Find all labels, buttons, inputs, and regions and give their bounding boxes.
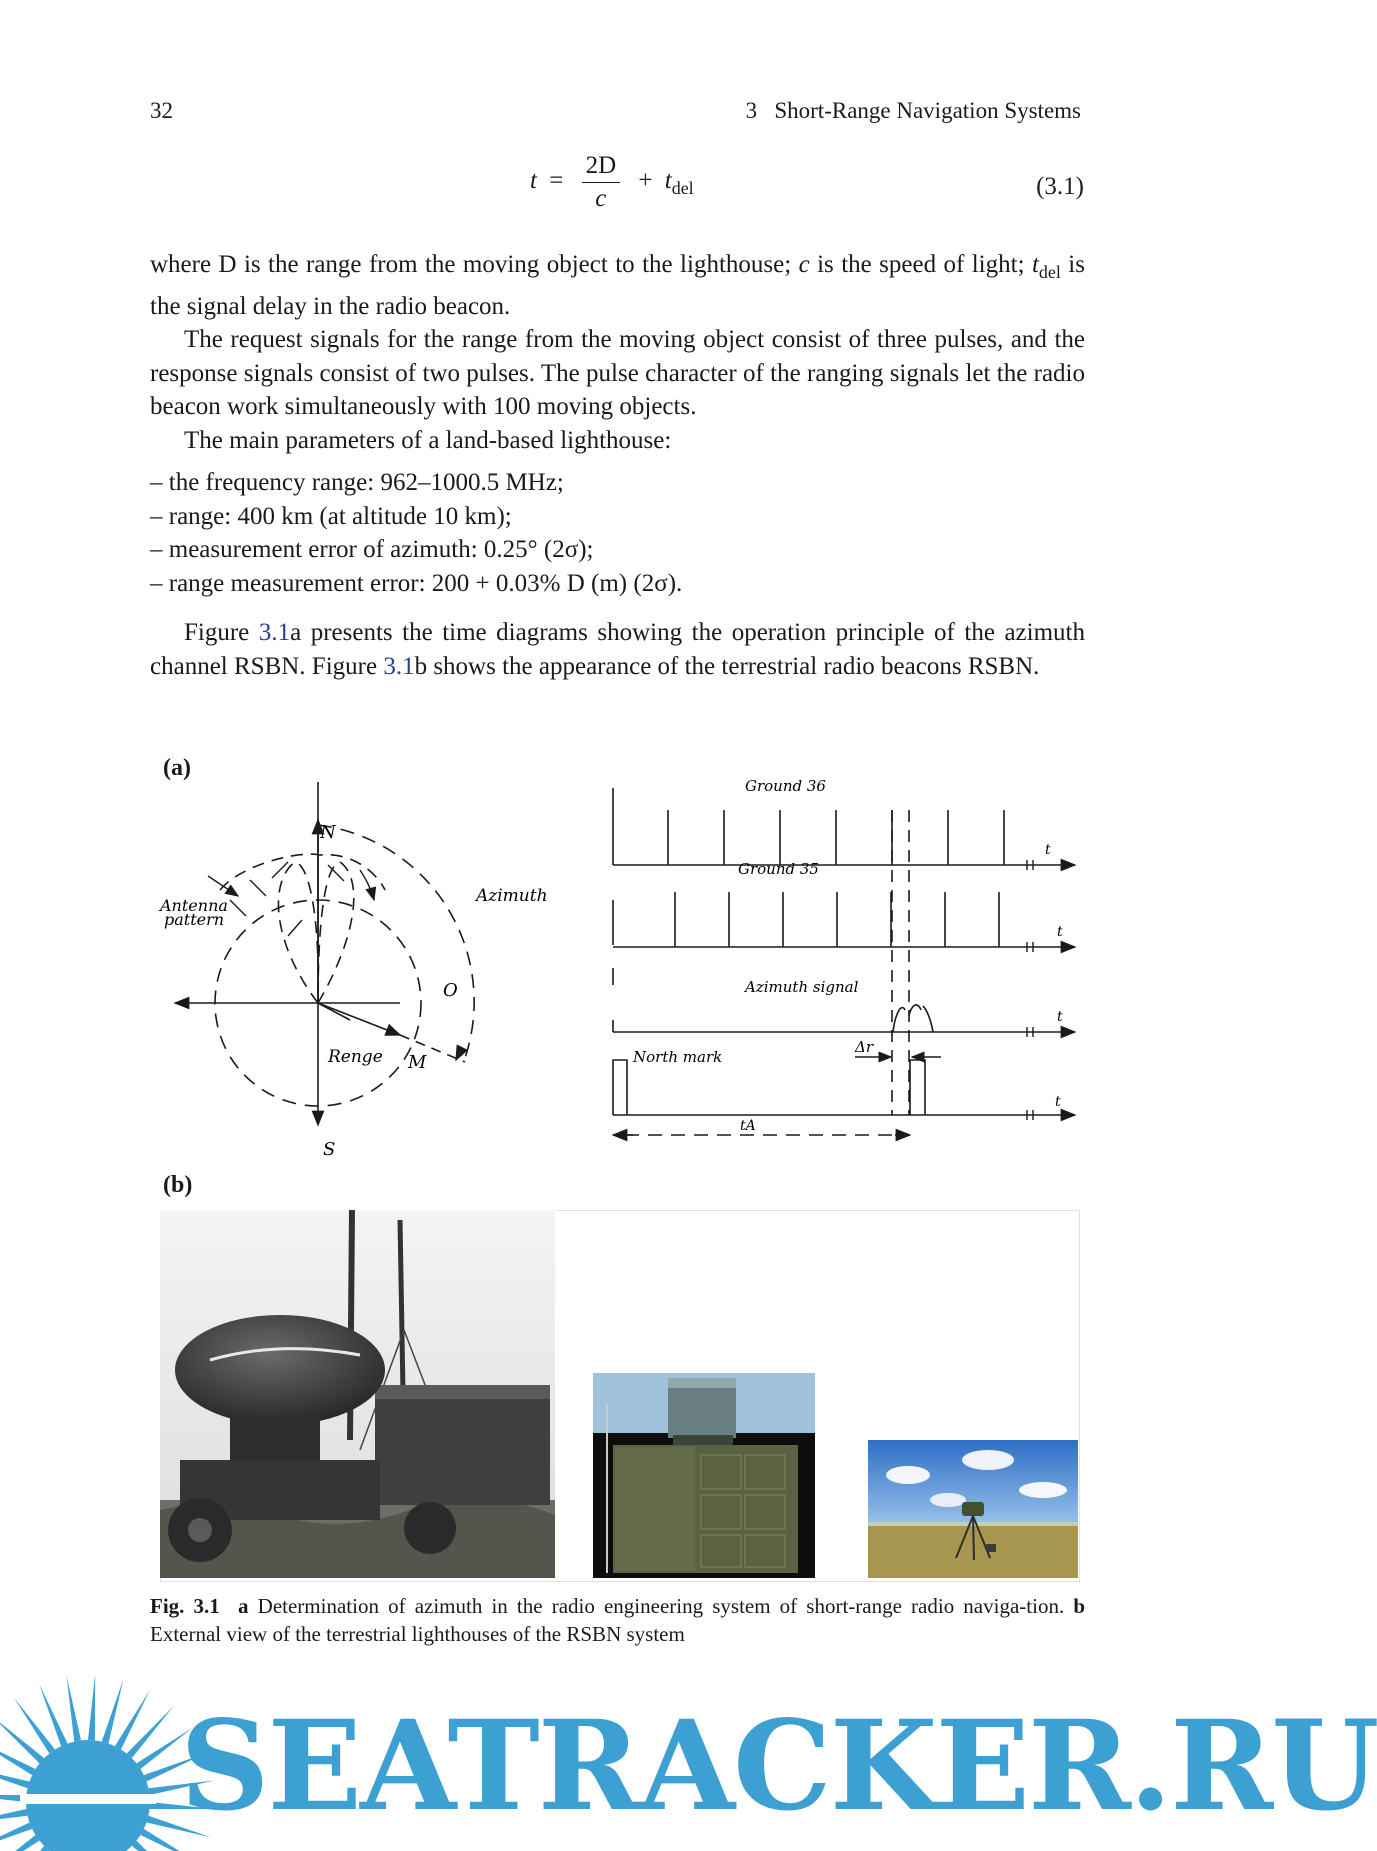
- list-item: – the frequency range: 962–1000.5 MHz;: [150, 469, 564, 496]
- antenna-lobe: [220, 854, 385, 890]
- range-vector: [318, 1003, 400, 1035]
- equation-3-1: [530, 152, 694, 213]
- text-figure-b: a presents the time diagrams showing the operation principle of the azimuth channel RSBN. Figure: [150, 619, 1085, 680]
- parameter-list: [150, 466, 1085, 600]
- label-north: N: [320, 822, 336, 843]
- paragraph-where: [150, 248, 1085, 323]
- sun-ray: [0, 1809, 28, 1823]
- chapter-title: 3 Short-Range Navigation Systems: [745, 98, 1081, 123]
- caption-part-b: b: [1073, 1594, 1086, 1618]
- text-where-a: where D is the range from the moving object to the lighthouse;: [150, 251, 799, 278]
- equation-number: (3.1): [1036, 173, 1084, 200]
- equation-term: t: [664, 167, 672, 195]
- watermark-text: SEATRACKER.RU: [180, 1694, 1377, 1839]
- text-figure-c: b shows the appearance of the terrestrial radio beacons RSBN.: [414, 652, 1040, 680]
- label-t-4: t: [1055, 1094, 1061, 1110]
- label-north-mark: North mark: [633, 1048, 723, 1066]
- list-item: – measurement error of azimuth: 0.25° (2σ);: [150, 536, 594, 563]
- equation-equals: =: [549, 167, 564, 195]
- label-south: S: [323, 1139, 336, 1160]
- sun-ray: [102, 1679, 124, 1743]
- label-east: O: [443, 980, 458, 1001]
- label-t-1: t: [1045, 842, 1051, 858]
- paragraph-main-params: The main parameters of a land-based lighthouse:: [184, 426, 672, 454]
- north-mark-pulse: [613, 1060, 627, 1115]
- body-text: [150, 248, 1085, 457]
- caption-part-a: a: [238, 1594, 249, 1618]
- sun-horizon: [20, 1794, 156, 1804]
- text-where-b: is the speed of light;: [809, 251, 1032, 278]
- figure-link[interactable]: 3.1: [258, 619, 291, 646]
- photo-container-beacon: [593, 1373, 815, 1578]
- figure-label-a: (a): [163, 755, 191, 781]
- photo-field-beacon: [868, 1440, 1078, 1578]
- label-antenna: Antenna: [160, 896, 228, 915]
- equation-fraction: [582, 152, 621, 213]
- ground36-pulses: [668, 810, 1004, 865]
- figure-link[interactable]: 3.1: [383, 652, 415, 680]
- label-azimuth-signal: Azimuth signal: [745, 978, 859, 996]
- caption-label: Fig. 3.1: [150, 1594, 220, 1618]
- label-azimuth: Azimuth: [476, 886, 548, 906]
- label-t-2: t: [1057, 924, 1063, 940]
- label-delta-r: Δr: [855, 1038, 874, 1056]
- label-pattern: pattern: [164, 910, 225, 929]
- equation-denominator: c: [595, 185, 607, 212]
- sun-ray: [127, 1707, 174, 1759]
- photo-vintage-beacon: [160, 1210, 555, 1578]
- azimuth-signal-pulse: [893, 1005, 933, 1032]
- paragraph-request: The request signals for the range from the moving object consist of three pulses, and the response signals consist of two pulses. The pulse character of the ranging signals let the radio beacon work simultaneously with 100 moving objects.: [150, 326, 1085, 420]
- label-moving-object: M: [408, 1052, 427, 1073]
- list-item: – range measurement error: 200 + 0.03% D (m) (2σ).: [150, 569, 683, 597]
- azimuth-arc: [318, 825, 474, 1058]
- caption-text-b: External view of the terrestrial lighthouses of the RSBN system: [150, 1622, 685, 1646]
- label-t-a: tA: [740, 1118, 756, 1134]
- text-where-c: c: [798, 251, 810, 278]
- label-range: Renge: [328, 1047, 383, 1067]
- timing-diagram: [605, 770, 1085, 1150]
- equation-plus: +: [638, 167, 653, 195]
- list-item: – range: 400 km (at altitude 10 km);: [150, 502, 512, 530]
- equation-term-sub: del: [671, 178, 694, 199]
- sun-ray: [88, 1674, 95, 1740]
- caption-text-a: Determination of azimuth in the radio engineering system of short-range radio naviga-tion.: [248, 1594, 1074, 1618]
- label-ground35: Ground 35: [738, 860, 819, 878]
- text-where-tsub: del: [1038, 262, 1061, 282]
- figure-caption: [150, 1592, 1085, 1648]
- text-where-end: is the signal delay in the radio beacon.: [150, 251, 1085, 320]
- text-figure-a: Figure: [184, 619, 259, 646]
- label-ground36: Ground 36: [745, 777, 826, 795]
- antenna-lobe: [278, 862, 318, 1003]
- text-where-t: t: [1031, 251, 1039, 278]
- ground35-pulses: [675, 892, 999, 947]
- sun-ray: [0, 1740, 36, 1775]
- azimuth-polar-diagram: [160, 770, 560, 1160]
- sun-ray: [67, 1676, 81, 1742]
- equation-numerator: 2D: [582, 152, 621, 183]
- equation-lhs: t: [530, 167, 537, 195]
- label-t-3: t: [1057, 1009, 1063, 1025]
- page-number: 32: [150, 98, 173, 123]
- figure-label-b: (b): [163, 1172, 193, 1198]
- paragraph-figure-ref: [150, 616, 1085, 683]
- antenna-lobe: [318, 862, 354, 1003]
- north-mark-pulse-2: [910, 1060, 925, 1115]
